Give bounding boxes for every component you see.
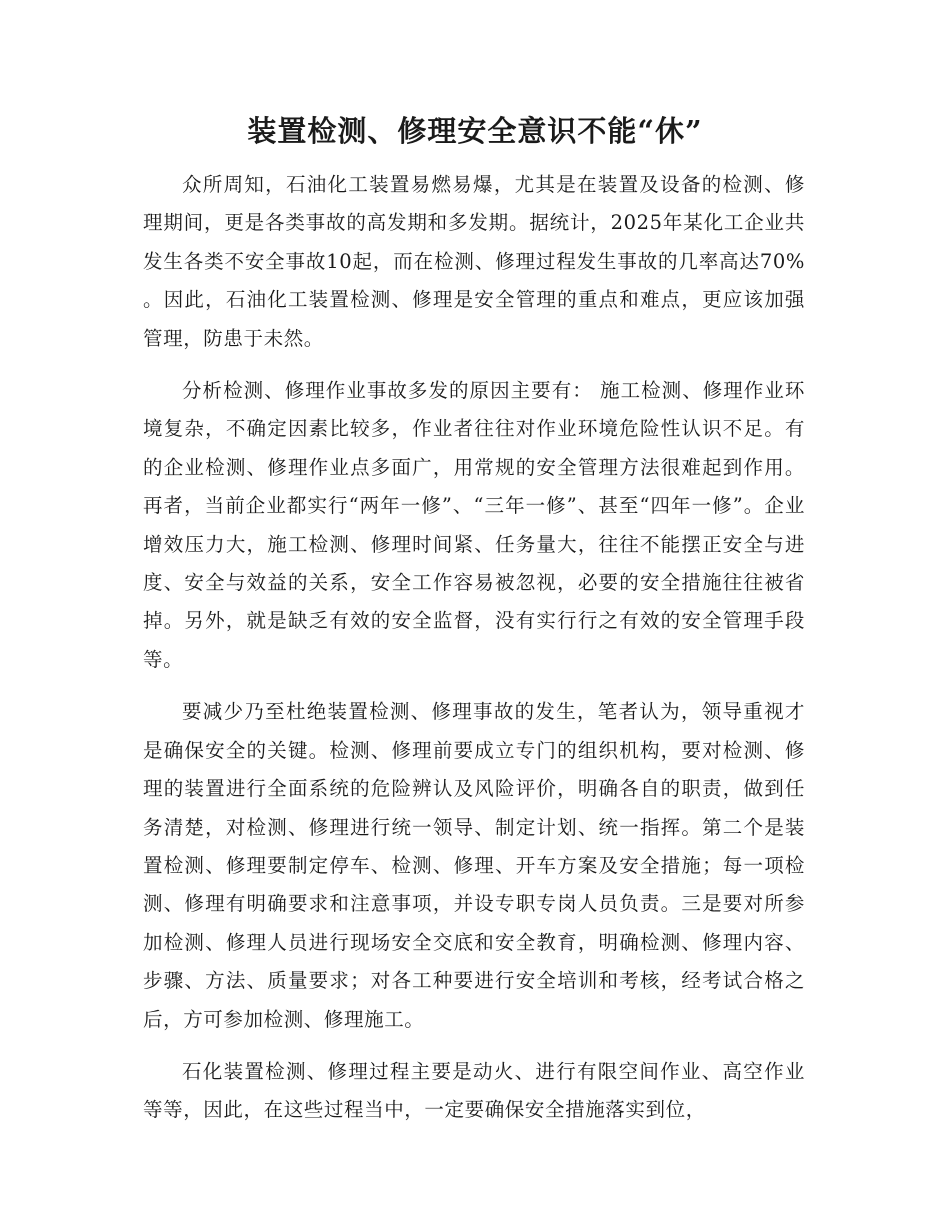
paragraph-1: 众所周知，石油化工装置易燃易爆，尤其是在装置及设备的检测、修理期间，更是各类事故的高发期和多发期。据统计，2025年某化工企业共发生各类不安全事故10起，而在检测、修理过程发生事故的几率高达70% 。因此，石油化工装置检测、修理是安全管理的重点和难点，更应该加强管理，防患于未然。 [143, 173, 805, 350]
paragraph-4: 石化装置检测、修理过程主要是动火、进行有限空间作业、高空作业等等，因此，在这些过程当中，一定要确保安全措施落实到位， [143, 1059, 805, 1122]
document-title: 装置检测、修理安全意识不能“休” [247, 114, 703, 148]
document-body [143, 166, 805, 1144]
paragraph-2: 分析检测、修理作业事故多发的原因主要有： 施工检测、修理作业环境复杂，不确定因素比较多，作业者往往对作业环境危险性认识不足。有的企业检测、修理作业点多面广，用常规的安全管理方法很难起到作用。再者，当前企业都实行“两年一修”、“三年一修”、甚至“四年一修”。企业增效压力大，施工检测、修理时间紧、任务量大，往往不能摆正安全与进度、安全与效益的关系，安全工作容易被忽视，必要的安全措施往往被省掉。另外，就是缺乏有效的安全监督，没有实行行之有效的安全管理手段等。 [143, 379, 805, 671]
paragraph-3: 要减少乃至杜绝装置检测、修理事故的发生，笔者认为，领导重视才是确保安全的关键。检测、修理前要成立专门的组织机构，要对检测、修理的装置进行全面系统的危险辨认及风险评价，明确各自的职责，做到任务清楚，对检测、修理进行统一领导、制定计划、统一指挥。第二个是装置检测、修理要制定停车、检测、修理、开车方案及安全措施；每一项检测、修理有明确要求和注意事项，并设专职专岗人员负责。三是要对所参加检测、修理人员进行现场安全交底和安全教育，明确检测、修理内容、步骤、方法、质量要求；对各工种要进行安全培训和考核，经考试合格之后，方可参加检测、修理施工。 [143, 700, 805, 1031]
